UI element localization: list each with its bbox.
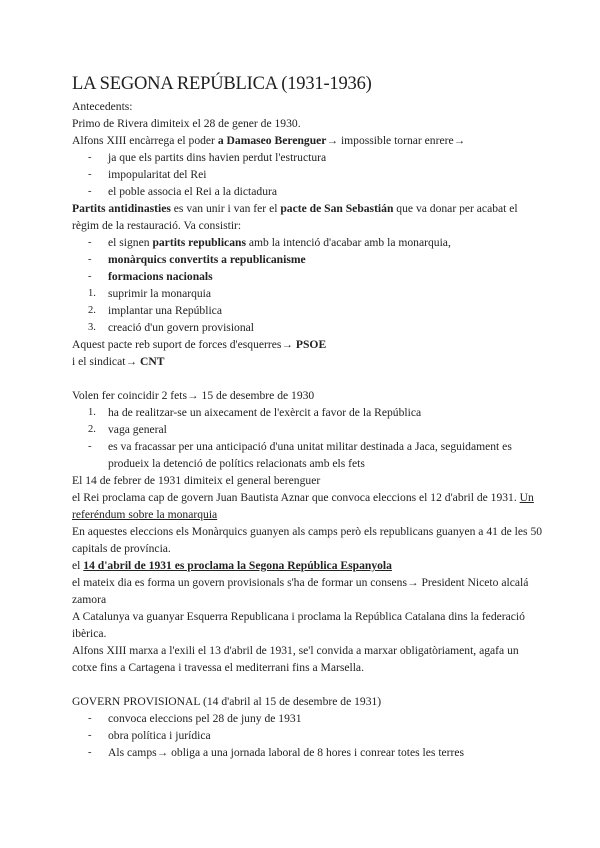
- list-item: - el poble associa el Rei a la dictadura: [88, 185, 278, 198]
- list-item: - obra política i jurídica: [88, 729, 211, 742]
- list-marker: -: [88, 169, 92, 180]
- spacer: [72, 676, 544, 693]
- list-item: 2. implantar una República: [88, 304, 222, 317]
- list-marker: -: [88, 730, 92, 741]
- list-item: - el signen partits republicans amb la intenció d'acabar amb la monarquia,: [88, 236, 451, 249]
- list-marker: -: [88, 713, 92, 724]
- document-body: [72, 72, 544, 761]
- list-marker: 3.: [88, 322, 96, 333]
- paragraph: Primo de Rivera dimiteix el 28 de gener de 1930.: [72, 117, 301, 130]
- list-marker: -: [88, 747, 92, 758]
- dash-list: [72, 149, 544, 200]
- list-item: - ja que els partits dins havien perdut l'estructura: [88, 151, 327, 164]
- list-marker: -: [88, 237, 92, 248]
- paragraph: el 14 d'abril de 1931 es proclama la Segona República Espanyola: [72, 559, 392, 572]
- list-marker: 2.: [88, 424, 96, 435]
- list-marker: -: [88, 271, 92, 282]
- list-marker: 2.: [88, 305, 96, 316]
- list-item: - es va fracassar per una anticipació d'una unitat militar destinada a Jaca, seguidament es produeix la detenció de polítics relacionats amb els fets: [88, 440, 512, 470]
- paragraph: Alfons XIII encàrrega el poder a Damaseo Berenguer→ impossible tornar enrere→: [72, 134, 466, 147]
- list-marker: -: [88, 152, 92, 163]
- list-item: - Als camps→ obliga a una jornada laboral de 8 hores i conrear totes les terres: [88, 746, 465, 759]
- paragraph: Volen fer coincidir 2 fets→ 15 de desembre de 1930: [72, 389, 315, 402]
- list-item: 1. suprimir la monarquia: [88, 287, 212, 300]
- list-item: 3. creació d'un govern provisional: [88, 321, 254, 334]
- page-title: LA SEGONA REPÚBLICA (1931-1936): [72, 74, 372, 94]
- list-item: 2. vaga general: [88, 423, 167, 436]
- list-item: - convoca eleccions pel 28 de juny de 1931: [88, 712, 302, 725]
- paragraph: Aquest pacte reb suport de forces d'esquerres→ PSOE: [72, 338, 327, 351]
- list-marker: -: [88, 254, 92, 265]
- paragraph: Alfons XIII marxa a l'exili el 13 d'abril de 1931, se'l convida a marxar obligatòriament, agafa un cotxe fins a Cartagena i travessa el mediterrani fins a Marsella.: [72, 644, 519, 674]
- section-heading: GOVERN PROVISIONAL (14 d'abril al 15 de desembre de 1931): [72, 695, 382, 708]
- list-item: - impopularitat del Rei: [88, 168, 207, 181]
- govern-list: [72, 710, 544, 761]
- paragraph: i el sindicat→ CNT: [72, 355, 165, 368]
- list-item: - monàrquics convertits a republicanisme: [88, 253, 306, 266]
- paragraph: Partits antidinasties es van unir i van fer el pacte de San Sebastián que va donar per acabat el règim de la restauració. Va consistir:: [72, 202, 518, 232]
- paragraph: A Catalunya va guanyar Esquerra Republicana i proclama la República Catalana dins la federació ibèrica.: [72, 610, 525, 640]
- paragraph: el Rei proclama cap de govern Juan Bautista Aznar que convoca eleccions el 12 d'abril de 1931. Un referéndum sobre la monarquia: [72, 491, 534, 521]
- list-marker: 1.: [88, 407, 96, 418]
- paragraph: En aquestes eleccions els Monàrquics guanyen als camps però els republicans guanyen a 41 de les 50 capitals de província.: [72, 525, 543, 555]
- paragraph: el mateix dia es forma un govern provisionals s'ha de formar un consens→ President Niceto alcalá zamora: [72, 576, 529, 606]
- paragraph: El 14 de febrer de 1931 dimiteix el general berenguer: [72, 474, 321, 487]
- pact-list: [72, 234, 544, 336]
- events-list: [72, 404, 544, 472]
- list-marker: 1.: [88, 288, 96, 299]
- antecedents-heading: Antecedents:: [72, 100, 133, 113]
- list-item: - formacions nacionals: [88, 270, 213, 283]
- spacer: [72, 370, 544, 387]
- list-item: 1. ha de realitzar-se un aixecament de l'exèrcit a favor de la República: [88, 406, 422, 419]
- list-marker: -: [88, 186, 92, 197]
- list-marker: -: [88, 441, 92, 452]
